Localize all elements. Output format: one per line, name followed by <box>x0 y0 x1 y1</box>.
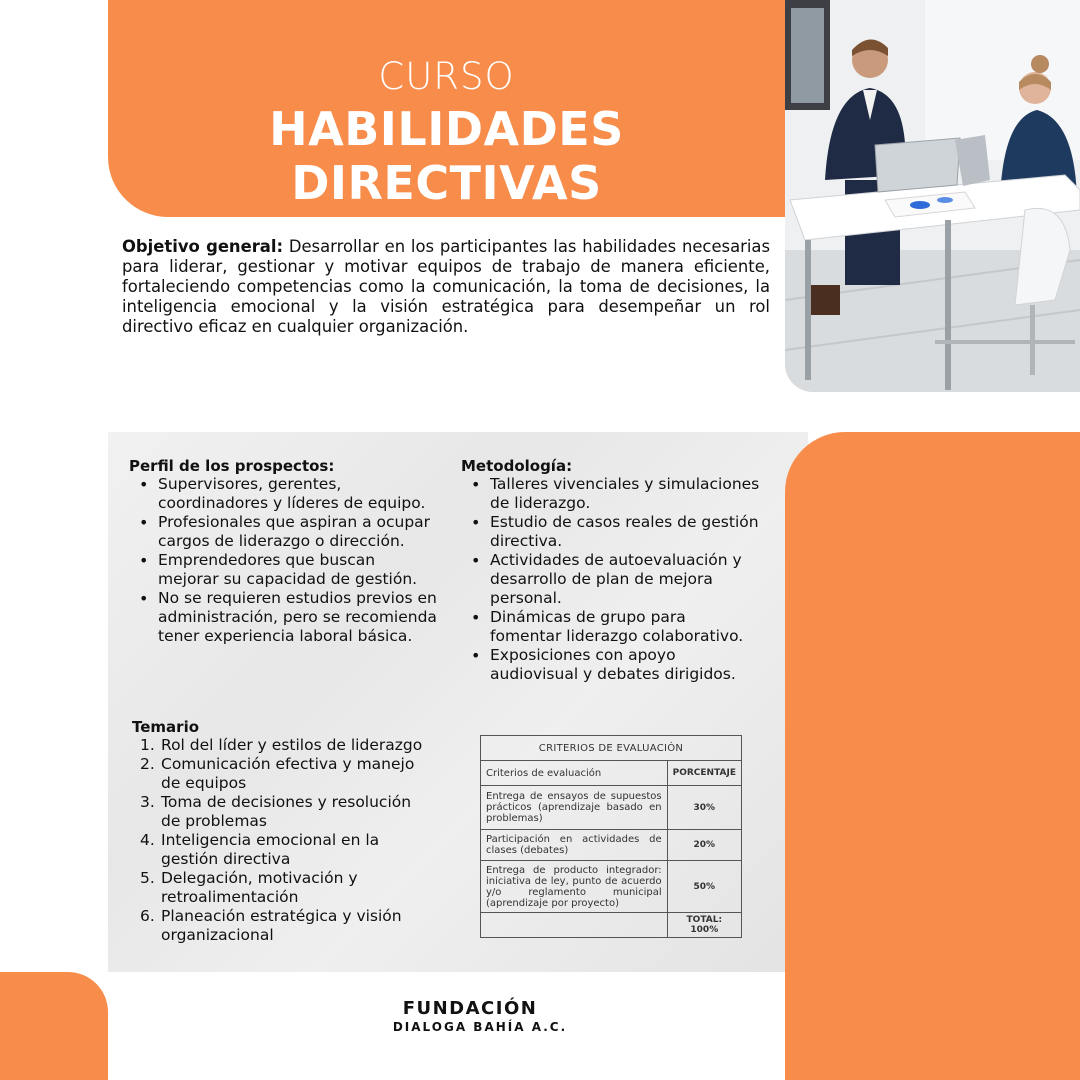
table-row <box>481 861 742 913</box>
list-item: • Dinámicas de grupo para fomentar liderazgo colaborativo. <box>461 608 761 646</box>
course-title: HABILIDADES DIRECTIVAS <box>269 102 624 210</box>
list-item: • Actividades de autoevaluación y desarrollo de plan de mejora personal. <box>461 551 761 608</box>
column-header-criteria: Criterios de evaluación <box>481 761 668 786</box>
percent-cell: 20% <box>667 830 741 861</box>
perfil-section <box>129 457 439 646</box>
table-row <box>481 913 742 938</box>
item-number: 1. <box>140 736 155 754</box>
item-text: Inteligencia emocional en la gestión directiva <box>161 831 380 868</box>
item-text: Planeación estratégica y visión organizacional <box>161 907 402 944</box>
footer-org-name: FUNDACIÓN <box>402 998 538 1019</box>
evaluation-table <box>480 735 742 938</box>
list-item <box>132 755 432 793</box>
objective-text: Desarrollar en los participantes las habilidades necesarias para liderar, gestionar y motivar equipos de trabajo de manera eficiente, fortaleciendo competencias como la comunicación, la toma de decisiones, la inteligencia emocional y la visión estratégica para desempeñar un rol directivo eficaz en cualquier organización. <box>122 237 770 336</box>
metodologia-list <box>461 475 761 684</box>
course-kicker: CURSO <box>378 55 515 98</box>
criteria-cell: Participación en actividades de clases (debates) <box>481 830 668 861</box>
item-text: Rol del líder y estilos de liderazgo <box>161 736 423 754</box>
item-text: Delegación, motivación y retroalimentación <box>161 869 358 906</box>
item-number: 6. <box>140 907 155 925</box>
perfil-title: Perfil de los prospectos: <box>129 457 335 475</box>
office-photo-illustration <box>785 0 1080 392</box>
item-number: 3. <box>140 793 155 811</box>
list-item: • Estudio de casos reales de gestión directiva. <box>461 513 761 551</box>
item-number: 5. <box>140 869 155 887</box>
table-row <box>481 786 742 830</box>
list-item <box>132 907 432 945</box>
list-item: • Exposiciones con apoyo audiovisual y debates dirigidos. <box>461 646 761 684</box>
item-number: 4. <box>140 831 155 849</box>
percent-cell: 30% <box>667 786 741 830</box>
temario-section <box>132 718 432 945</box>
list-item <box>132 736 432 755</box>
office-meeting-photo <box>785 0 1080 392</box>
footer-org-subname: DIALOGA BAHÍA A.C. <box>392 1020 568 1034</box>
list-item: • Profesionales que aspiran a ocupar cargos de liderazgo o dirección. <box>129 513 439 551</box>
list-item: • No se requieren estudios previos en administración, pero se recomienda tener experiencia laboral básica. <box>129 589 439 646</box>
list-item: • Emprendedores que buscan mejorar su capacidad de gestión. <box>129 551 439 589</box>
item-text: Comunicación efectiva y manejo de equipos <box>161 755 415 792</box>
right-orange-shape <box>785 432 1080 1080</box>
list-item: • Supervisores, gerentes, coordinadores y líderes de equipo. <box>129 475 439 513</box>
criteria-cell: Entrega de producto integrador: iniciativa de ley, punto de acuerdo y/o reglamento municipal (aprendizaje por proyecto) <box>481 861 668 913</box>
objective-paragraph <box>122 237 770 337</box>
metodologia-section <box>461 457 761 684</box>
item-number: 2. <box>140 755 155 773</box>
total-cell: TOTAL: 100% <box>667 913 741 938</box>
empty-cell <box>481 913 668 938</box>
column-header-percent: PORCENTAJE <box>667 761 741 786</box>
list-item <box>132 869 432 907</box>
bottom-left-orange-shape <box>0 972 108 1080</box>
list-item <box>132 793 432 831</box>
evaluation-table-title: CRITERIOS DE EVALUACIÓN <box>481 736 742 761</box>
metodologia-title: Metodología: <box>461 457 573 475</box>
list-item: • Talleres vivenciales y simulaciones de liderazgo. <box>461 475 761 513</box>
list-item <box>132 831 432 869</box>
objective-label: Objetivo general: <box>122 237 284 256</box>
item-text: Toma de decisiones y resolución de problemas <box>161 793 412 830</box>
table-row <box>481 830 742 861</box>
perfil-list <box>129 475 439 646</box>
percent-cell: 50% <box>667 861 741 913</box>
criteria-cell: Entrega de ensayos de supuestos prácticos (aprendizaje basado en problemas) <box>481 786 668 830</box>
temario-list <box>132 736 432 945</box>
temario-title: Temario <box>132 718 200 736</box>
